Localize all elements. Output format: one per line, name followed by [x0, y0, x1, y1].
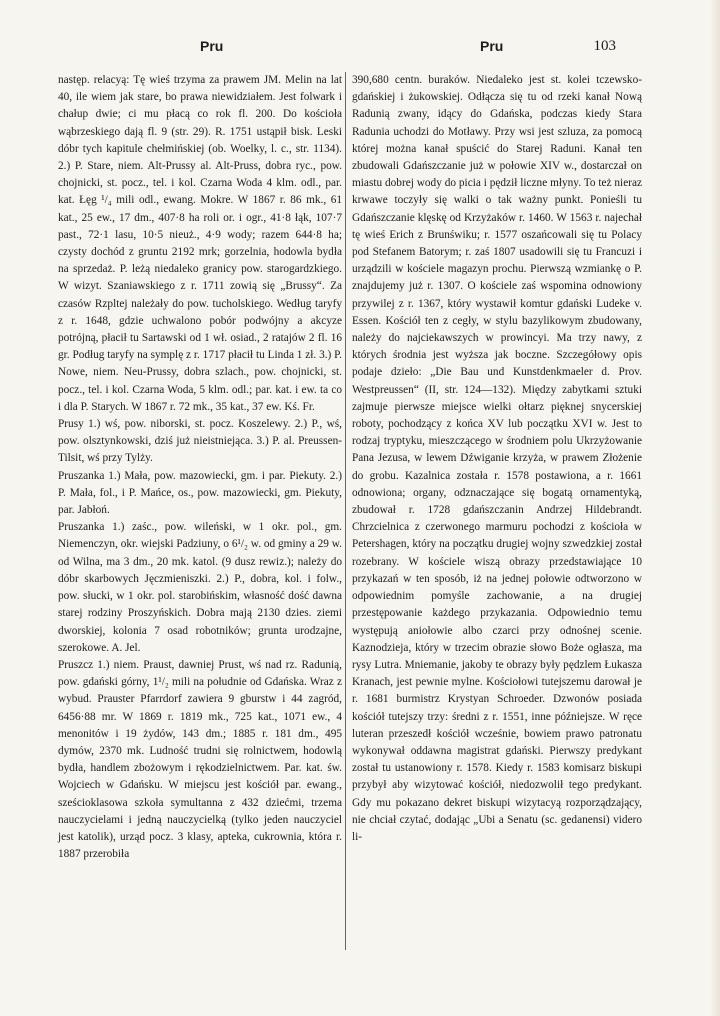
- right-column: [352, 72, 642, 846]
- header-left-title: Pru: [200, 38, 224, 54]
- entry-pruszanka-2: Pruszanka 1.) zaśc., pow. wileński, w 1 okr. pol., gm. Niemenczyn, okr. wiejski Padziuny, o 6¹/₂ w. od gminy a 29 w. od Wilna, ma 3 dm., 20 mk. katol. (9 dusz rewiz.); należy do dóbr skarbowych Jęczmieniszki. 2.) P., dobra, kol. i folw., pow. słucki, w 1 okr. pol. starobińskim, własność dość dawna starej rodziny Proszyńskich. Dobra mają 2130 dzies. ziemi dworskiej, kolonia 7 osad robotników; grunta urodzajne, szerokowe. A. Jel.: [58, 521, 342, 654]
- column-divider: [345, 72, 346, 950]
- header-right-title: Pru: [480, 38, 504, 54]
- entry-pruszcz: Pruszcz 1.) niem. Praust, dawniej Prust, wś nad rz. Radunią, pow. gdański górny, 1¹/₂ mili na południe od Gdańska. Wraz z wybud. Prauster Pfarrdorf zawiera 9 gburstw i 44 zagród, 6456·88 mr. W 1869 r. 1819 mk., 725 kat., 1071 ew., 4 menonitów i 19 żydów, 143 dm.; 1885 r. 181 dm., 495 dymów, 2370 mk. Ludność trudni się rolnictwem, hodowlą bydła, handlem zbożowym i rękodzielnictwem. Par. kat. św. Wojciech w Gdańsku. W miejscu jest kościół par. ewang., sześcioklasowa szkoła symultanna z 432 dziećmi, trzema nauczycielami i jedną nauczycielką (tylko jeden nauczyciel jest katolik), urząd pocz. 3 klasy, apteka, cukrownia, która r. 1887 przerobiła: [58, 658, 342, 861]
- entry-prusy: Prusy 1.) wś, pow. niborski, st. pocz. Koszelewy. 2.) P., wś, pow. olsztynkowski, dziś już nieistniejąca. 3.) P. al. Preussen-Tilsit, wś przy Tylży.: [58, 418, 342, 465]
- page-edge-shadow: [710, 0, 720, 1016]
- entry-pruszanka-1: Pruszanka 1.) Mała, pow. mazowiecki, gm. i par. Piekuty. 2.) P. Mała, fol., i P. Mańce, os., pow. mazowiecki, gm. Piekuty, par. Jabłoń.: [58, 469, 342, 517]
- page-header: [0, 38, 720, 58]
- page-number: 103: [593, 38, 616, 54]
- paragraph-continuation: następ. relacyą: Tę wieś trzyma za prawem JM. Melin na lat 40, ile wiem jak stare, bo prawa niewidziałem. Jest folwark i chałup dwie; ci mu płacą co rok fl. 200. Do kościoła wąbrzeskiego dają fl. 9 (str. 29). R. 1751 ustąpił bisk. Leski dóbr tych kapitule chełmińskiej (ob. Woelky, l. c., str. 1134). 2.) P. Stare, niem. Alt-Prussy al. Alt-Pruss, dobra ryc., pow. chojnicki, st. pocz., tel. i kol. Czarna Woda 4 klm. odl., par. kat. Łęg ¹/₄ mili odl., ewang. Mokre. W 1867 r. 86 mk., 61 kat., 25 ew., 17 dm., 407·8 ha roli or. i ogr., 41·8 łąk, 107·7 past., 72·1 lasu, 10·5 nieuż., 4·9 wody; razem 644·8 ha; czysty dochód z gruntu 2192 mrk; gorzelnia, hodowla bydła na sprzedaż. P. leżą niedaleko granicy pow. starogardzkiego. W wizyt. Szaniawskiego z r. 1711 zowią się „Brussy“. Za czasów Rzpltej należały do pow. tucholskiego. Według taryfy z r. 1648, gdzie uchwalono pobór podwójny a akcyze potrójną, płacił tu Sartawski od 1 wł. osiad., 2 ratajów 2 fl. 16 gr. Podług taryfy na symplę z r. 1717 płacił tu Linda 1 zł. 3.) P. Nowe, niem. Neu-Prussy, dobra szlach., pow. chojnicki, st. pocz., tel. i kol. Czarna Woda, 5 klm. odl.; par. kat. i ew. ta co i dla P. Starych. W 1867 r. 72 mk., 35 kat., 37 ew. Kś. Fr.: [58, 74, 342, 413]
- paragraph-pruszcz-continued: 390,680 centn. buraków. Niedaleko jest st. kolei tczewsko-gdańskiej i żukowskiej. Odłącza się tu od rzeki kanał Nową Radunią zwany, idący do Gdańska, podczas kiedy Stara Radunia uchodzi do Motławy. Przy wsi jest szluza, za pomocą której można kanał spuścić do Starej Raduni. Kanał ten zbudowali Gdańszczanie już w połowie XIV w., dostarczał on miastu dobrej wody do picia i pędził liczne młyny. To też nieraz krwawe toczyły się walki o tak ważny punkt. Ponieśli tu Gdańszczanie klęskę od Krzyżaków r. 1460. W 1563 r. najechał tę wieś Erich z Brunświku; r. 1577 oszańcowali się tu Polacy pod Stefanem Batorym; r. zaś 1807 usadowili się tu Francuzi i urządzili w kościele magazyn prochu. Pierwszą wzmiankę o P. znajdujemy już r. 1307. O kościele zaś wspomina odnowiony przywilej z r. 1367, który wystawił komtur gdański Ludeke v. Essen. Kościół ten z cegły, w stylu bazylikowym zbudowany, należy do najciekawszych w prowincyi. Ma trzy nawy, z których środnia jest wyższa jak boczne. Szczegółowy opis podaje dzieło: „Die Bau und Kunstdenkmaeler d. Prov. Westpreussen“ (II, str. 124—132). Między zabytkami sztuki zajmuje pierwsze miejsce wielki ołtarz pięknej snycerskiej roboty, pochodzący z końca XV lub początku XVI w. Jest to rodzaj tryptyku, mieszczącego w środniem polu Ukrzyżowanie Pana Jezusa, w lewem Dźwiganie krzyża, w prawem Złożenie do grobu. Kazalnica została r. 1578 postawiona, a r. 1661 odnowiona; organy, odznaczające się bogatą ornamentyką, zbudował r. 1728 gdańszczanin Andrzej Hildebrandt. Chrzcielnica z czerwonego marmuru pochodzi z kościoła w Petershagen, który na początku drugiej wojny szwedzkiej został rozebrany. W kościele wiszą obrazy przedstawiające 10 przykazań w ten sposób, iż na jednej połowie odtworzono w odpowiednim pomyśle zachowanie, a na drugiej przestępowanie każdego przykazania. Odpowiednio temu występują aniołowie albo czarci przy odnośnej scenie. Kaznodzieja, który w trzecim obrazie słowo Boże ogłasza, ma rysy Lutra. Mniemanie, jakoby te obrazy były pędzlem Łukasza Kranach, jest pewnie mylne. Kościołowi tutejszemu darował je r. 1681 burmistrz Krystyan Schroeder. Dzwonów posiada kościół tutejszy trzy: średni z r. 1551, inne późniejsze. W ręce luteran przeszedł kościół wcześnie, bowiem prawo patronatu wykonywał oddawna magistrat gdański. Pierwszy predykant został tu ustanowiony r. 1578. Kiedy r. 1583 komisarz biskupi przybył aby wizytować kościół, niedozwolił tego predykant. Gdy mu pokazano dekret biskupi wizytacyą rozporządzający, nie chciał czytać, dodając „Ubi a Senatu (sc. gedanensi) videro li-: [352, 74, 642, 843]
- left-column: [58, 72, 342, 863]
